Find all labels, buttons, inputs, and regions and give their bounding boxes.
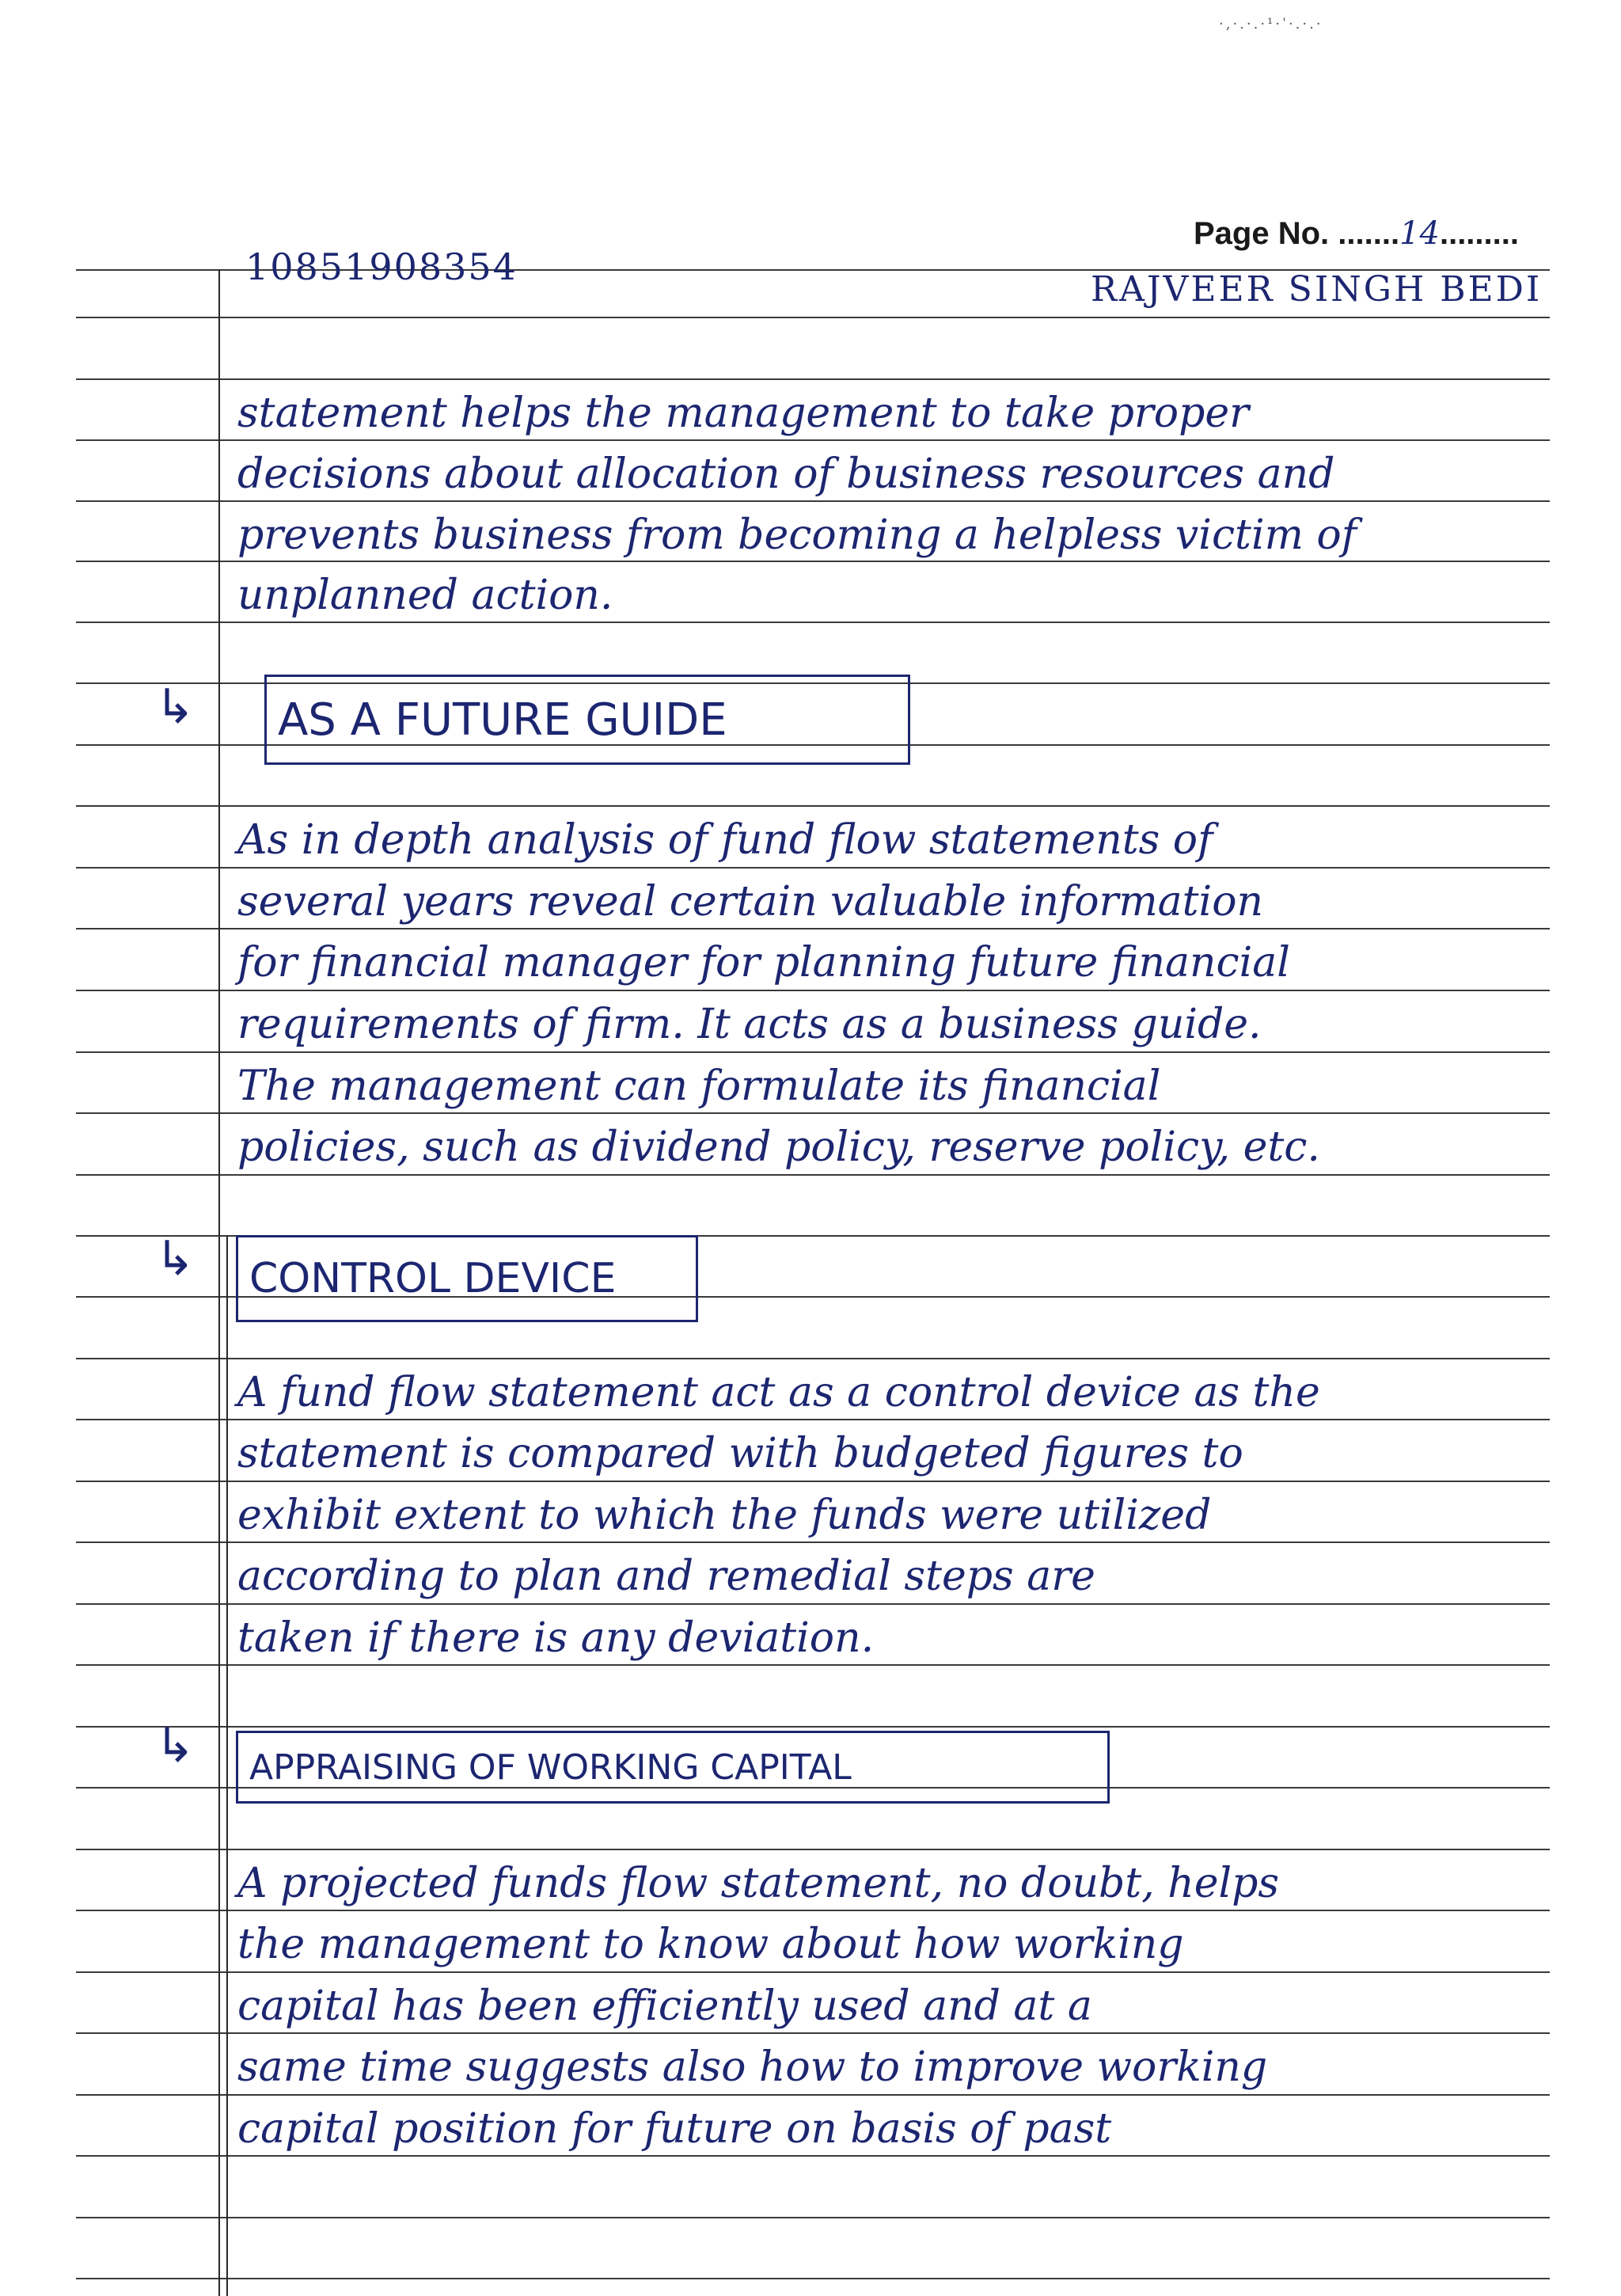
ruled-line: [76, 1910, 1550, 1911]
ruled-line: [76, 1603, 1550, 1605]
student-id: 10851908354: [245, 245, 518, 288]
text-line: capital position for future on basis of past: [237, 2105, 1112, 2153]
ruled-line: [76, 2155, 1550, 2157]
text-line: A fund flow statement act as a control device as the: [237, 1369, 1320, 1416]
text-line: taken if there is any deviation.: [237, 1614, 875, 1662]
section-heading: CONTROL DEVICE: [236, 1235, 698, 1322]
ruled-line: [76, 439, 1550, 441]
text-line: statement helps the management to take proper: [237, 390, 1250, 437]
arrow-bullet-icon: ↳: [155, 679, 196, 735]
ruled-line: [76, 867, 1550, 869]
student-name: RAJVEER SINGH BEDI: [1091, 269, 1543, 310]
scan-speckle: ·,·.·.·¹·ˈ·.·.·: [1219, 16, 1323, 32]
text-line: statement is compared with budgeted figures to: [237, 1430, 1243, 1477]
page-number: 14: [1399, 215, 1440, 252]
ruled-line: [76, 2217, 1550, 2218]
text-line: several years reveal certain valuable information: [237, 878, 1263, 926]
ruled-line: [76, 500, 1550, 502]
margin-line: [218, 269, 220, 2296]
ruled-line: [76, 1174, 1550, 1176]
text-line: capital has been efficiently used and at a: [237, 1982, 1092, 2030]
ruled-line: [76, 1541, 1550, 1543]
margin-line: [226, 1235, 228, 2296]
arrow-bullet-icon: ↳: [155, 1718, 196, 1773]
ruled-line: [76, 1481, 1550, 1482]
ruled-line: [76, 2094, 1550, 2096]
section-heading: AS A FUTURE GUIDE: [264, 675, 910, 765]
ruled-line: [76, 990, 1550, 991]
text-line: A projected funds flow statement, no doubt, helps: [237, 1860, 1280, 1907]
text-line: according to plan and remedial steps are: [237, 1553, 1095, 1600]
page-number-label: Page No. .......14.........: [1194, 215, 1519, 252]
ruled-line: [76, 1358, 1550, 1359]
ruled-line: [76, 1726, 1550, 1728]
text-line: prevents business from becoming a helpless victim of: [237, 511, 1357, 559]
text-line: the management to know about how working: [237, 1921, 1184, 1968]
ruled-line: [76, 1971, 1550, 1973]
text-line: for financial manager for planning future financial: [237, 939, 1290, 986]
text-line: policies, such as dividend policy, reserve policy, etc.: [237, 1123, 1320, 1171]
ruled-line: [76, 561, 1550, 562]
ruled-line: [76, 1849, 1550, 1850]
arrow-bullet-icon: ↳: [155, 1231, 196, 1287]
ruled-line: [76, 317, 1550, 318]
ruled-line: [76, 2032, 1550, 2034]
ruled-line: [76, 928, 1550, 929]
text-line: As in depth analysis of fund flow statements of: [237, 816, 1213, 864]
text-line: same time suggests also how to improve working: [237, 2043, 1268, 2091]
text-line: unplanned action.: [237, 572, 613, 619]
text-line: exhibit extent to which the funds were utilized: [237, 1492, 1212, 1539]
text-line: decisions about allocation of business resources and: [237, 450, 1335, 498]
ruled-line: [76, 805, 1550, 807]
text-line: requirements of firm. It acts as a business guide.: [237, 1001, 1262, 1048]
ruled-line: [76, 1664, 1550, 1666]
ruled-line: [76, 378, 1550, 380]
ruled-line: [76, 622, 1550, 623]
ruled-line: [76, 1419, 1550, 1420]
ruled-line: [76, 1051, 1550, 1053]
text-line: The management can formulate its financial: [237, 1062, 1161, 1110]
section-heading: APPRAISING OF WORKING CAPITAL: [236, 1731, 1110, 1804]
ruled-line: [76, 2278, 1550, 2279]
ruled-line: [76, 1112, 1550, 1114]
